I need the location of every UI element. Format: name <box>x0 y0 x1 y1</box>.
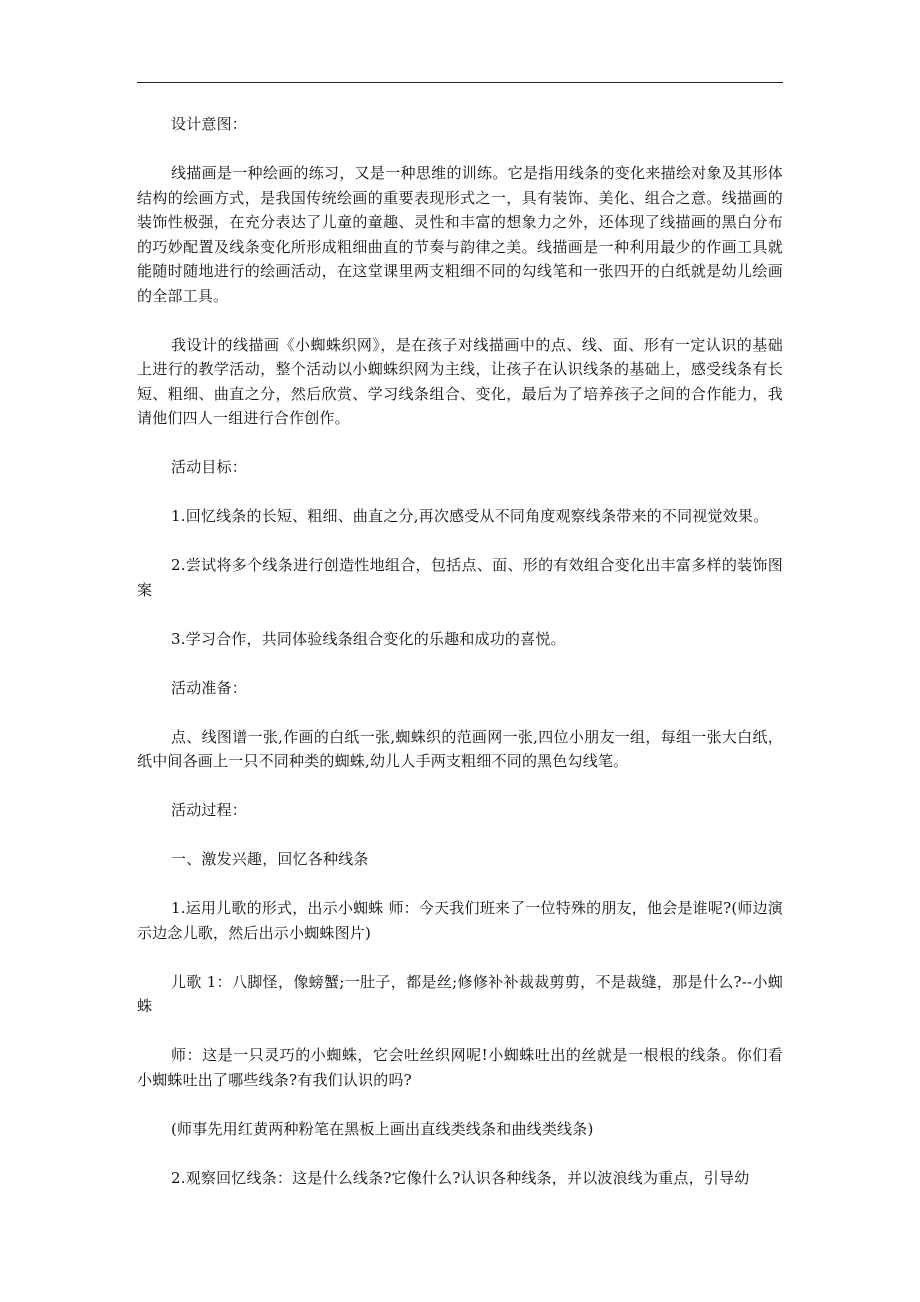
process-item-2: 2.观察回忆线条：这是什么线条?它像什么?认识各种线条，并以波浪线为重点，引导幼 <box>171 1168 750 1187</box>
section-heading-preparation: 活动准备： <box>171 678 248 697</box>
goal-item-1: 1.回忆线条的长短、粗细、曲直之分,再次感受从不同角度观察线条带来的不同视觉效果。 <box>171 507 769 525</box>
process-item-1: 1.运用儿歌的形式，出示小蜘蛛 师：今天我们班来了一位特殊的朋友，他会是谁呢?(师边演示边念儿歌，然后出示小蜘蛛图片) <box>137 899 783 942</box>
teacher-dialogue: 师：这是一只灵巧的小蜘蛛，它会吐丝织网呢!小蜘蛛吐出的丝就是一根根的线条。你们看小蜘蛛吐出了哪些线条?有我们认识的吗? <box>137 1046 783 1089</box>
process-step-heading-1: 一、激发兴趣，回忆各种线条 <box>171 850 369 868</box>
section-heading-process: 活动过程： <box>171 801 248 819</box>
section-heading-goals: 活动目标： <box>171 458 248 476</box>
header-rule <box>137 82 783 83</box>
paragraph-design-description: 我设计的线描画《小蜘蛛织网》，是在孩子对线描画中的点、线、面、形有一定认识的基础上进行的教学活动，整个活动以小蜘蛛织网为主线，让孩子在认识线条的基础上，感受线条有长短、粗细、曲直之分，然后欣赏、学习线条组合、变化，最后为了培养孩子之间的合作能力，我请他们四人一组进行合作创作。 <box>137 335 783 427</box>
document-body <box>137 112 783 1190</box>
goal-item-3: 3.学习合作，共同体验线条组合变化的乐趣和成功的喜悦。 <box>171 629 566 648</box>
section-heading-design-intent: 设计意图： <box>171 115 248 133</box>
goal-item-2: 2.尝试将多个线条进行创造性地组合，包括点、面、形的有效组合变化出丰富多样的装饰图案 <box>137 556 783 599</box>
nursery-rhyme-1: 儿歌 1：八脚怪，像螃蟹;一肚子，都是丝;修修补补裁裁剪剪，不是裁缝，那是什么?--小蜘蛛 <box>137 972 783 1015</box>
teacher-note: (师事先用红黄两种粉笔在黑板上画出直线类线条和曲线类线条) <box>171 1119 594 1138</box>
paragraph-preparation: 点、线图谱一张,作画的白纸一张,蜘蛛织的范画网一张,四位小朋友一组，每组一张大白纸，纸中间各画上一只不同种类的蜘蛛,幼儿人手两支粗细不同的黑色勾线笔。 <box>137 727 783 770</box>
paragraph-line-drawing-intro: 线描画是一种绘画的练习，又是一种思维的训练。它是指用线条的变化来描绘对象及其形体结构的绘画方式，是我国传统绘画的重要表现形式之一，具有装饰、美化、组合之意。线描画的装饰性极强，在充分表达了儿童的童趣、灵性和丰富的想象力之外，还体现了线描画的黑白分布的巧妙配置及线条变化所形成粗细曲直的节奏与韵律之美。线描画是一种利用最少的作画工具就能随时随地进行的绘画活动，在这堂课里两支粗细不同的勾线笔和一张四开的白纸就是幼儿绘画的全部工具。 <box>137 164 783 305</box>
